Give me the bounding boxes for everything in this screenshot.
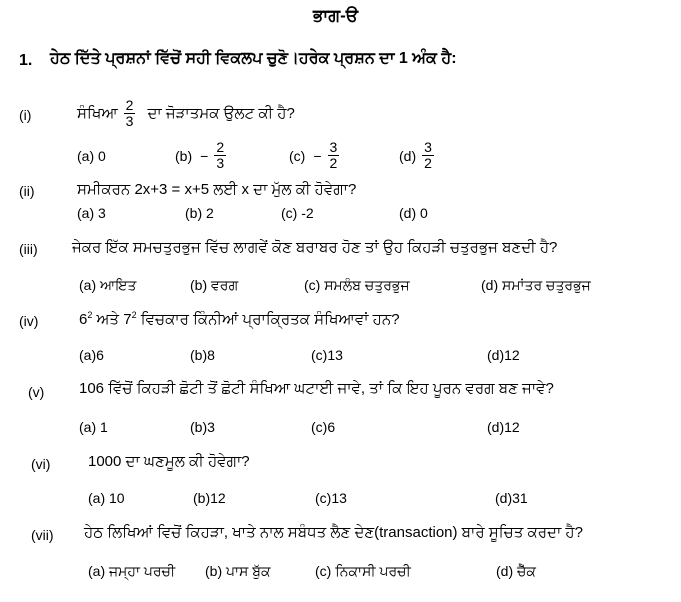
q2-number: (ii) <box>19 183 35 199</box>
q1-option-b: (b) − $\frac{2}{3}$ <box>175 139 225 171</box>
q7-number: (vii) <box>31 527 54 543</box>
q7-option-b: (b) ਪਾਸ ਬੁੱਕ <box>205 563 271 579</box>
q1-text <box>77 98 295 129</box>
q1-text-post: ਦਾ ਜੋੜਾਤਮਕ ਉਲਟ ਕੀ ਹੈ? <box>147 105 295 122</box>
q6-text: 1000 ਦਾ ਘਣਮੂਲ ਕੀ ਹੋਵੇਗਾ? <box>88 453 250 470</box>
question-number: 1. <box>19 52 33 69</box>
q6-option-b: (b)12 <box>193 490 226 506</box>
q7-option-d: (d) ਚੈੱਕ <box>496 563 536 579</box>
q2-text: ਸਮੀਕਰਨ 2x+3 = x+5 ਲਈ x ਦਾ ਮੁੱਲ ਕੀ ਹੋਵੇਗਾ? <box>77 181 357 198</box>
q6-option-c: (c)13 <box>315 490 347 506</box>
q4-option-a: (a)6 <box>79 347 104 363</box>
q5-text: 106 ਵਿੱਚੋਂ ਕਿਹੜੀ ਛੋਟੀ ਤੋਂ ਛੋਟੀ ਸੰਖਿਆ ਘਟਾਈ ਜਾਵੇ, ਤਾਂ ਕਿ ਇਹ ਪੂਰਨ ਵਰਗ ਬਣ ਜਾਵੇ? <box>79 380 554 397</box>
q4-text: $6^2$ ਅਤੇ $7^2$ ਵਿਚਕਾਰ ਕਿੰਨੀਆਂ ਪ੍ਰਾਕ੍ਰਿਤਕ ਸੰਖਿਆਵਾਂ ਹਨ? <box>79 310 400 328</box>
q5-option-d: (d)12 <box>487 419 520 435</box>
q5-option-b: (b)3 <box>190 419 215 435</box>
q3-option-d: (d) ਸਮਾਂਤਰ ਚਤੁਰਭੁਜ <box>481 277 591 293</box>
q2-option-d: (d) 0 <box>399 205 428 221</box>
q4-option-d: (d)12 <box>487 347 520 363</box>
q3-number: (iii) <box>19 241 38 257</box>
q1-option-a: (a) 0 <box>77 148 106 164</box>
q5-option-c: (c)6 <box>311 419 336 435</box>
q1-option-c: (c) − $\frac{3}{2}$ <box>289 139 338 171</box>
q2-option-b: (b) 2 <box>185 205 214 221</box>
q5-option-a: (a) 1 <box>79 419 108 435</box>
q2-option-a: (a) 3 <box>77 205 106 221</box>
q1-fraction: $\frac{2}{3}$ <box>125 97 134 129</box>
q5-number: (v) <box>28 384 45 400</box>
q1-number: (i) <box>19 107 32 123</box>
q1-option-d: (d) $\frac{3}{2}$ <box>399 139 432 171</box>
q6-number: (vi) <box>31 456 51 472</box>
q6-option-a: (a) 10 <box>88 490 125 506</box>
q7-text: ਹੇਠ ਲਿਖਿਆਂ ਵਿਚੋਂ ਕਿਹੜਾ, ਖਾਤੇ ਨਾਲ ਸਬੰਧਤ ਲੈਣ ਦੇਣ(transaction) ਬਾਰੇ ਸੂਚਿਤ ਕਰਦਾ ਹੈ? <box>84 524 583 541</box>
q7-option-c: (c) ਨਿਕਾਸੀ ਪਰਚੀ <box>315 563 411 579</box>
q7-option-a: (a) ਜਮ੍ਹਾ ਪਰਚੀ <box>88 563 176 579</box>
q3-option-a: (a) ਆਇਤ <box>79 277 137 293</box>
q3-option-c: (c) ਸਮਲੰਬ ਚਤੁਰਭੁਜ <box>304 277 410 293</box>
q2-option-c: (c) -2 <box>281 205 314 221</box>
q3-option-b: (b) ਵਰਗ <box>190 277 239 293</box>
q1-text-pre: ਸੰਖਿਆ <box>77 105 118 122</box>
q4-number: (iv) <box>19 313 39 329</box>
q4-option-c: (c)13 <box>311 347 343 363</box>
instruction-text: ਹੇਠ ਦਿੱਤੇ ਪ੍ਰਸ਼ਨਾਂ ਵਿੱਚੋਂ ਸਹੀ ਵਿਕਲਪ ਚੁਣੋ।ਹਰੇਕ ਪ੍ਰਸ਼ਨ ਦਾ 1 ਅੰਕ ਹੈ: <box>50 50 457 67</box>
section-title: ਭਾਗ-ੳ <box>313 6 359 25</box>
q3-text: ਜੇਕਰ ਇੱਕ ਸਮਚਤੁਰਭੁਜ ਵਿੱਚ ਲਾਗਵੇਂ ਕੋਣ ਬਰਾਬਰ ਹੋਣ ਤਾਂ ਉਹ ਕਿਹੜੀ ਚਤੁਰਭੁਜ ਬਣਦੀ ਹੈ? <box>72 239 558 256</box>
q6-option-d: (d)31 <box>495 490 528 506</box>
q4-option-b: (b)8 <box>190 347 215 363</box>
